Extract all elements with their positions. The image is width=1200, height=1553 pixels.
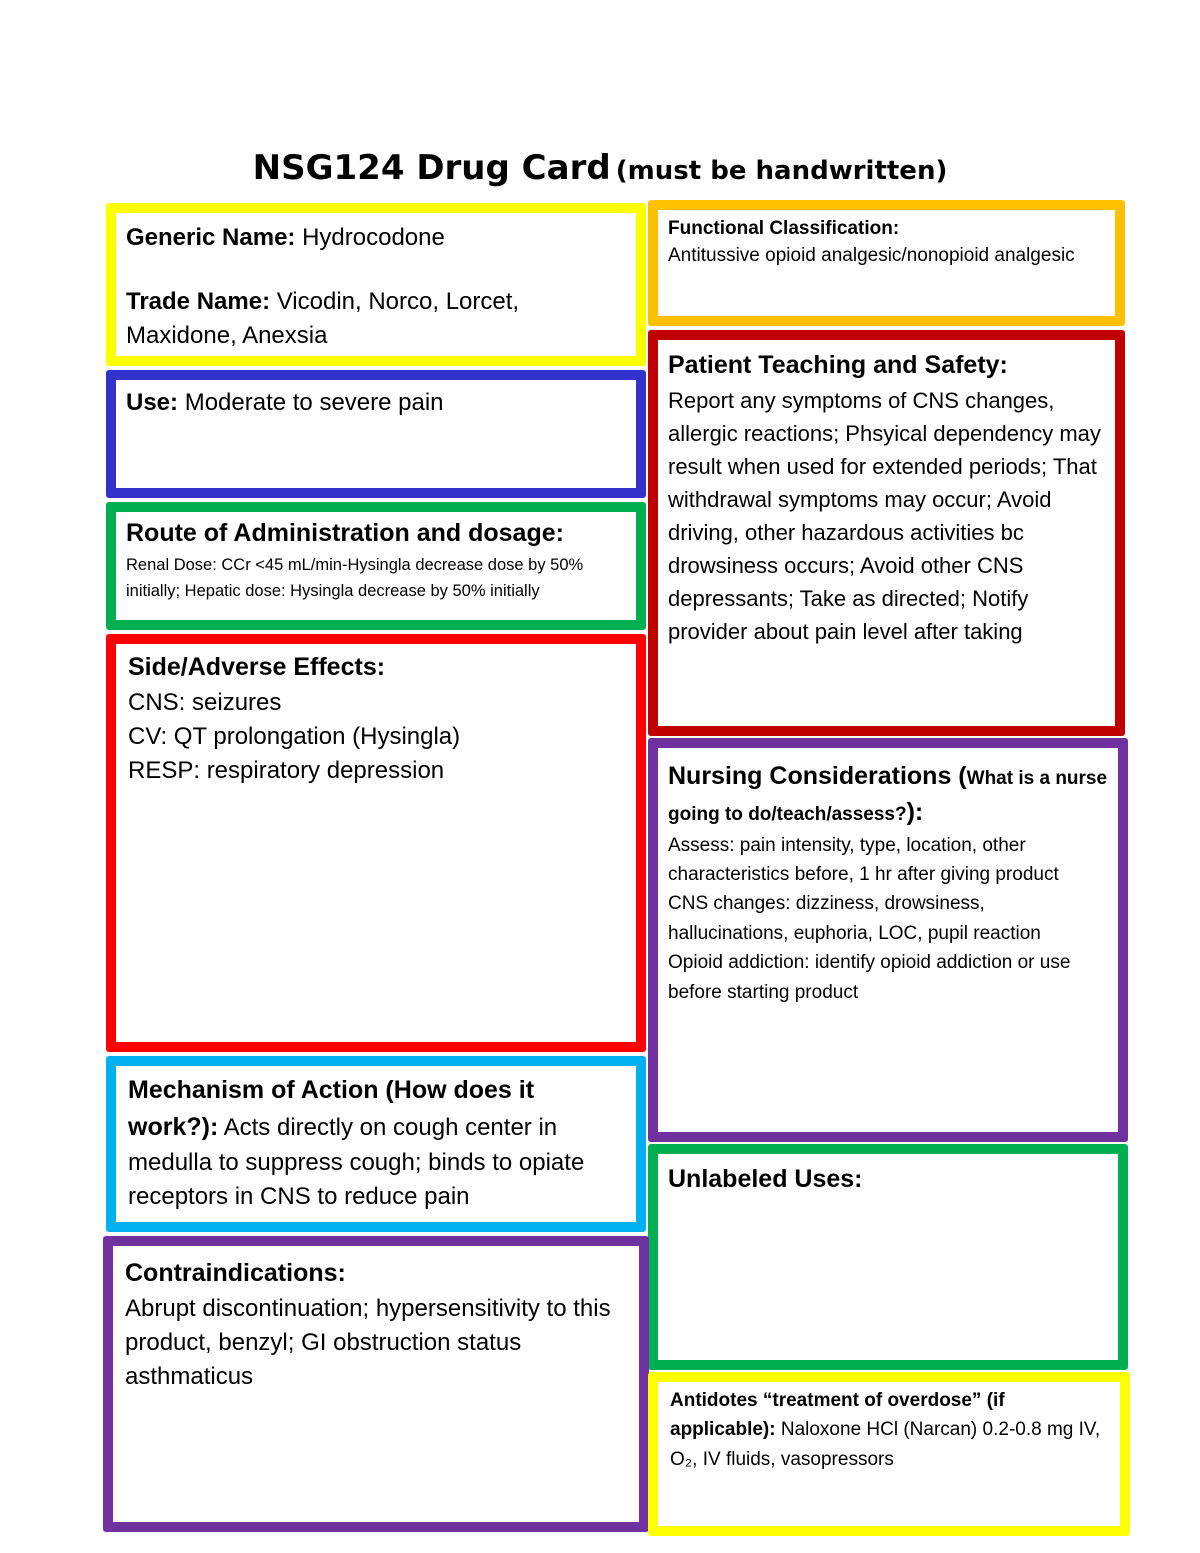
generic-name-label: Generic Name: [126,224,296,251]
use-label: Use: [126,389,179,416]
patient-teaching-box [648,330,1125,736]
side-effect-item: RESP: respiratory depression [128,756,445,784]
route-value: Renal Dose: CCr <45 mL/min-Hysingla decrease dose by 50% initially; Hepatic dose: Hysingla decrease by 50% initially [126,555,584,600]
use-box [106,370,646,498]
route-box [106,502,646,630]
patient-teaching-label: Patient Teaching and Safety: [668,351,1008,379]
functional-classification-label: Functional Classification: [668,218,900,239]
antidotes-box [648,1372,1130,1536]
unlabeled-uses-box [648,1144,1128,1370]
nursing-considerations-box [648,738,1128,1142]
names-box [106,203,646,366]
page-title [0,148,1200,188]
antidotes-value: Naloxone HCl (Narcan) 0.2-0.8 mg IV, O₂, IV fluids, vasopressors [670,1419,1101,1470]
contraindications-box [103,1236,649,1532]
side-effect-item: CNS: seizures [128,688,282,716]
side-effect-item: CV: QT prolongation (Hysingla) [128,722,461,750]
generic-name-value: Hydrocodone [302,224,445,251]
trade-name-value: Vicodin, Norco, Lorcet, Maxidone, Anexsia [126,288,520,350]
functional-classification-box [648,200,1125,326]
title-subtitle: (must be handwritten) [615,156,948,186]
side-effects-label: Side/Adverse Effects: [128,653,386,681]
nursing-considerations-label-end: ): [906,798,924,827]
nursing-considerations-label: Nursing Considerations ( [668,762,967,790]
title-main: NSG124 Drug Card [252,148,611,188]
mechanism-box [106,1056,646,1232]
use-value: Moderate to severe pain [184,389,444,416]
contraindications-label: Contraindications: [125,1259,346,1287]
mechanism-label: Mechanism of Action (How does it work?): [128,1076,535,1141]
nursing-item: Opioid addiction: identify opioid addiction or use before starting product [668,952,1071,1003]
unlabeled-uses-label: Unlabeled Uses: [668,1165,863,1193]
side-effects-box [106,634,646,1052]
nursing-considerations-heading [668,758,1108,831]
contraindications-value: Abrupt discontinuation; hypersensitivity to this product, benzyl; GI obstruction status asthmaticus [125,1294,611,1390]
nursing-item: CNS changes: dizziness, drowsiness, hallucinations, euphoria, LOC, pupil reaction [668,893,1041,944]
mechanism-value: Acts directly on cough center in medulla to suppress cough; binds to opiate receptors in CNS to reduce pain [128,1113,585,1211]
nursing-considerations-hint: What is a nurse going to do/teach/assess? [668,768,1108,826]
trade-name-label: Trade Name: [126,288,271,316]
functional-classification-value: Antitussive opioid analgesic/nonopioid analgesic [668,244,1075,266]
nursing-item: Assess: pain intensity, type, location, other characteristics before, 1 hr after giving product [668,834,1059,885]
antidotes-label: Antidotes “treatment of overdose” (if applicable): [670,1390,1005,1441]
route-label: Route of Administration and dosage: [126,519,564,547]
patient-teaching-value: Report any symptoms of CNS changes, allergic reactions; Phsyical dependency may result when used for extended periods; That withdrawal symptoms may occur; Avoid driving, other hazardous activities bc drowsiness occurs; Avoid other CNS depressants; Take as directed; Notify provider about pain level after taking [668,387,1101,644]
